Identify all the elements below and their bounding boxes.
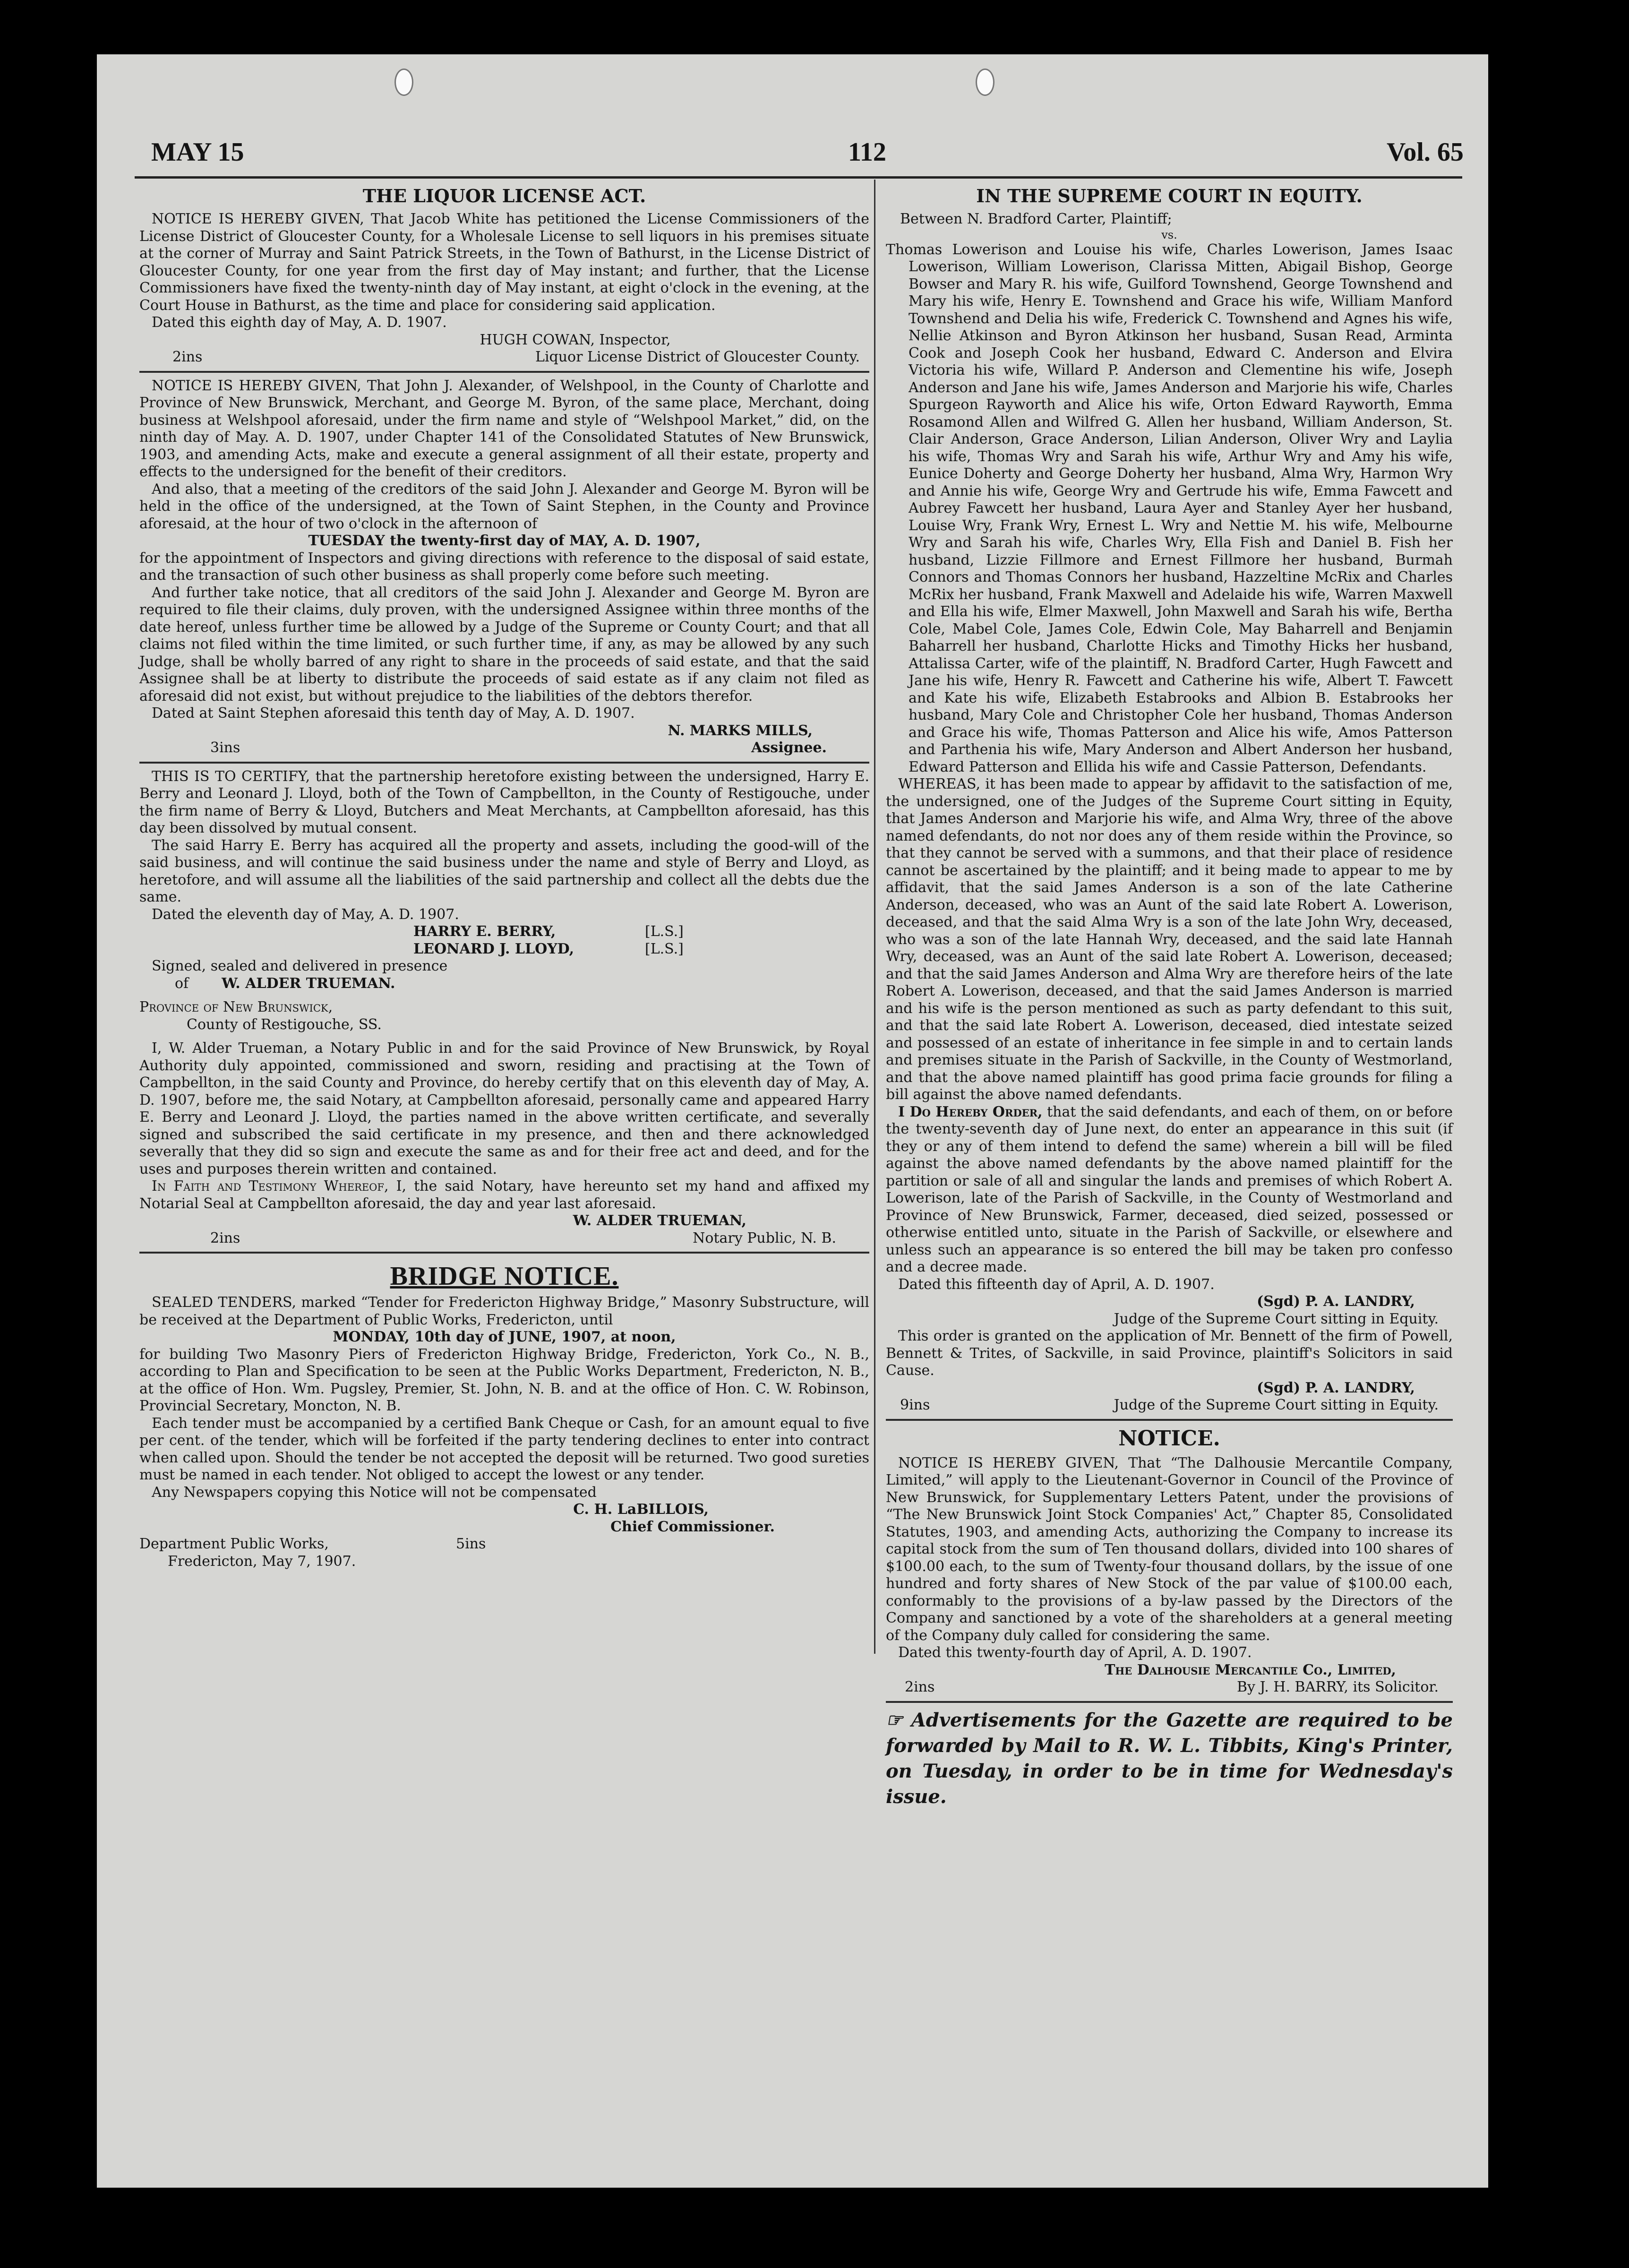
equity-judge-title-2: Judge of the Supreme Court sitting in Equity. [1114,1397,1439,1413]
volume-number: Vol. 65 [1387,137,1464,167]
berry-witness-name: W. ALDER TRUEMAN. [222,975,395,992]
notary-certificate: I, W. Alder Trueman, a Notary Public in and for the said Province of New Brunswick, by Royal Authority duly appointed, commissioned and sworn, residing and practising at the Town of Campbellton, in the said County and Province, do hereby certify that on this eleventh day of May, A. D. 1907, before me, the said Notary, at Campbellton aforesaid, personally came and appeared Harry E. Berry and Leonard J. Lloyd, the parties named in the above written certificate, and severally signed and subscribed the said certificate in my presence, and then and there acknowledged severally that they did so sign and execute the same as and for their free act and deed, and for the uses and purposes therein written and contained. [139,1040,869,1177]
welshpool-para-4: And further take notice, that all creditors of the said John J. Alexander and George M. Byron are required to file their claims, duly proven, with the undersigned Assignee within three months of the date hereof, unless further time be allowed by a Judge of the Supreme or County Court; and that all claims not filed within the time limited, or such further time, if any, as may be allowed by any such Judge, shall be wholly barred of any right to share in the proceeds of said estate, and that the said Assignee shall be at liberty to distribute the proceeds of said estate as if any claim not filed as aforesaid did not exist, but without prejudice to the liabilities of the debtors therefor. [139,584,869,704]
equity-title: IN THE SUPREME COURT IN EQUITY. [976,185,1363,206]
equity-order-text: that the said defendants, and each of them, on or before the twenty-seventh day of June next, do enter an appearance in this suit (if they or any of them intend to defend the same) wherein a bill will be filed against the above named defendants by the above named plaintiff for the partition or sale of all and singular the lands and premises of which Robert A. Lowerison, late of the Parish of Sackville, in the County of Westmorland and Province of New Brunswick, Farmer, deceased, died seized, possessed or otherwise entitled unto, situate in the Parish of Sackville, or elsewhere and unless such an appearance is so entered the bill may be taken pro confesso and a decree made. [886,1103,1453,1275]
dalhousie-signer: The Dalhousie Mercantile Co., Limited, [1105,1661,1396,1678]
bridge-deadline: MONDAY, 10th day of JUNE, 1907, at noon, [333,1329,676,1345]
welshpool-para-1: NOTICE IS HEREBY GIVEN, That John J. Alexander, of Welshpool, in the County of Charlotte and Province of New Brunswick, Merchant, and George M. Byron, of the same place, Merchant, doing business at Welshpool aforesaid, under the firm name and style of “Welshpool Market,” did, on the ninth day of May. A. D. 1907, under Chapter 141 of the Consolidated Statutes of New Brunswick, 1903, and amending Acts, make and execute a general assignment of all their estate, property and effects to the undersigned for the benefit of their creditors. [139,377,869,480]
dalhousie-solicitor: By J. H. BARRY, its Solicitor. [1237,1679,1439,1695]
punch-hole-left [394,69,413,96]
notary-signer: W. ALDER TRUEMAN, [573,1212,746,1229]
equity-signature-2: (Sgd) P. A. LANDRY, [1257,1379,1415,1396]
equity-signature-1: (Sgd) P. A. LANDRY, [1257,1293,1415,1310]
welshpool-signer: N. MARKS MILLS, [668,722,813,739]
liquor-notice-title: THE LIQUOR LICENSE ACT. [362,185,646,206]
column-divider [874,180,875,1654]
dalhousie-title: NOTICE. [1118,1426,1220,1451]
equity-insertions: 9ins [900,1397,930,1413]
berry-signature-2: LEONARD J. LLOYD, [413,940,574,957]
berry-lloyd-notice [139,768,869,1247]
equity-whereas: WHEREAS, it has been made to appear by affidavit to the satisfaction of me, the undersigned, one of the Judges of the Supreme Court sitting in Equity, that James Anderson and Marjorie his wife, and Alma Wry, three of the above named defendants, do not nor does any of them reside within the Province, so that they cannot be served with a summons, and that their place of residence cannot be ascertained by the plaintiff; and it being made to appear to me by affidavit, that the said James Anderson is a son of the late Catherine Anderson, deceased, who was an Aunt of the said late Robert A. Lowerison, deceased, and that the said Alma Wry is a son of the late John Wry, deceased, who was a son of the late Hannah Wry, deceased, and the said late Hannah Wry, deceased, was an Aunt of the said late Robert A. Lowerison, deceased; and that the said James Anderson and Alma Wry are therefore heirs of the late Robert A. Lowerison, deceased, and that the said James Anderson is married and his wife is the person mentioned as such as party defendant to this suit, and that the said late Robert A. Lowerison, deceased, died intestate seized and possessed of an estate of inheritance in fee simple in and to certain lands and premises situate in the Parish of Sackville, in the County of Westmorland, and that the above named plaintiff has good prima facie grounds for filing a bill against the above named defendants. [886,776,1453,1103]
welshpool-meeting-date: TUESDAY the twenty-first day of MAY, A. D. 1907, [308,533,701,549]
welshpool-notice [139,378,869,757]
berry-insertions: 2ins [210,1229,240,1246]
welshpool-signer-title: Assignee. [751,739,827,756]
seal-mark: [L.S.] [645,923,684,940]
bridge-notice [139,1258,869,1570]
right-column [886,184,1453,1810]
bridge-signer-title: Chief Commissioner. [610,1518,775,1535]
separator [886,1701,1453,1703]
welshpool-para-3: for the appointment of Inspectors and giving directions with reference to the disposal of said estate, and the transaction of such other business as shall properly come before such meeting. [139,550,869,584]
berry-signature-1: HARRY E. BERRY, [413,923,556,940]
bridge-para-1: SEALED TENDERS, marked “Tender for Fredericton Highway Bridge,” Masonry Substructure, will be received at the Department of Public Works, Fredericton, until [139,1294,869,1328]
equity-vs: vs. [1161,228,1177,241]
equity-defendants: Thomas Lowerison and Louise his wife, Charles Lowerison, James Isaac Lowerison, William Lowerison, Clarissa Mitten, Abigail Bishop, George Bowser and Mary R. his wife, Guilford Townshend, George Townshend and Mary his wife, Henry E. Townshend and Grace his wife, William Manford Townshend and Delia his wife, Frederick C. Townshend and Agnes his wife, Nellie Atkinson and Byron Atkinson her husband, Susan Read, Arminta Cook and Joseph Cook her husband, Edward C. Anderson and Elvira Victoria his wife, Willard P. Anderson and Clementine his wife, Joseph Anderson and Jane his wife, James Anderson and Marjorie his wife, Charles Spurgeon Rayworth and Alice his wife, Orton Edward Rayworth, Emma Rosamond Allen and Wilfred G. Allen her husband, William Anderson, St. Clair Anderson, Grace Anderson, Lilian Anderson, Oliver Wry and Laylia his wife, Thomas Wry and Sarah his wife, Arthur Wry and Amy his wife, Eunice Doherty and George Doherty her husband, Alma Wry, Harmon Wry and Annie his wife, George Wry and Gertrude his wife, Emma Fawcett and Aubrey Fawcett her husband, Laura Ayer and Stanley Ayer her husband, Louise Wry, Frank Wry, Ernest L. Wry and Nettie M. his wife, Melbourne Wry and Sarah his wife, Charles Wry, Ella Fish and Daniel B. Fish her husband, Lizzie Fillmore and Ernest Fillmore her husband, Burmah Connors and Thomas Connors her husband, Hazzeltine McRix and Charles McRix her husband, Frank Maxwell and Adelaide his wife, Warren Maxwell and Ella his wife, Elmer Maxwell, John Maxwell and Sarah his wife, Bertha Cole, Mabel Cole, James Cole, Edwin Cole, May Baharrell and Benjamin Baharrell her husband, Charlotte Hicks and Timothy Hicks her husband, Attalissa Carter, wife of the plaintiff, N. Bradford Carter, Hugh Fawcett and Jane his wife, Henry R. Fawcett and Catherine his wife, Albert T. Fawcett and Kate his wife, Elizabeth Estabrooks and Albion B. Estabrooks her husband, Mary Cole and Christopher Cole her husband, Thomas Anderson and Grace his wife, Thomas Patterson and Alice his wife, Amos Patterson and Parthenia his wife, Mary Anderson and Albert Anderson her husband, Edward Patterson and Ellida his wife and Cassie Patterson, Defendants. [886,241,1453,775]
separator [139,1252,869,1254]
berry-witness-line: Signed, sealed and delivered in presence [152,958,448,974]
punch-hole-right [976,69,995,96]
faith-testimony-text: I, the said Notary, have hereunto set my hand and affixed my Notarial Seal at Campbellton aforesaid, the day and year last aforesaid. [139,1178,869,1212]
bridge-notice-title: BRIDGE NOTICE. [390,1262,619,1291]
left-column [139,184,869,1570]
dalhousie-notice [886,1426,1453,1696]
faith-testimony-lead: In Faith and Testimony Whereof, [152,1178,389,1194]
equity-granted: This order is granted on the application of Mr. Bennett of the firm of Powell, Bennett & Trites, of Sackville, in said Province, plaintiff's Solicitors in said Cause. [886,1328,1453,1379]
dalhousie-body: NOTICE IS HEREBY GIVEN, That “The Dalhousie Mercantile Company, Limited,” will apply to the Lieutenant-Governor in Council of the Province of New Brunswick, for Supplementary Letters Patent, under the provisions of “The New Brunswick Joint Stock Companies' Act,” Chapter 85, Consolidated Statutes, 1903, and amending Acts, authorizing the Company to increase its capital stock from the sum of Ten thousand dollars, divided into 100 shares of $100.00 each, to the sum of Twenty-four thousand dollars, by the issue of one hundred and forty shares of New Stock of the par value of $100.00 each, conformably to the provisions of a by-law passed by the Directors of the Company and sanctioned by a vote of the shareholders at a general meeting of the Company duly called for considering the same. [886,1454,1453,1644]
liquor-notice-dated: Dated this eighth day of May, A. D. 1907. [152,314,447,331]
header-rule [135,176,1462,179]
seal-mark: [L.S.] [645,940,684,957]
gazette-page [97,54,1488,2188]
bridge-para-2: for building Two Masonry Piers of Fredericton Highway Bridge, Fredericton, York Co., N. B., according to Plan and Specification to be seen at the Public Works Department, Fredericton, N. B., at the office of Hon. Wm. Pugsley, Premier, St. John, N. B. and at the office of Hon. C. W. Robinson, Provincial Secretary, Moncton, N. B. [139,1346,869,1414]
bridge-department: Department Public Works, [139,1536,329,1552]
separator [139,371,869,373]
equity-judge-title-1: Judge of the Supreme Court sitting in Equity. [1114,1310,1439,1327]
welshpool-para-2: And also, that a meeting of the creditors of the said John J. Alexander and George M. Byron will be held in the office of the undersigned, at the Town of Saint Stephen, in the County and Province aforesaid, at the hour of two o'clock in the afternoon of [139,481,869,532]
welshpool-insertions: 3ins [210,739,240,756]
bridge-para-3: Each tender must be accompanied by a certified Bank Cheque or Cash, for an amount equal to five per cent. of the tender, which will be forfeited if the party tendering declines to enter into contract when called upon. Should the tender be not accepted the deposit will be returned. Two good sureties must be named in each tender. Not obliged to accept the lowest or any tender. [139,1415,869,1483]
berry-dated: Dated the eleventh day of May, A. D. 1907. [152,906,459,923]
dalhousie-insertions: 2ins [905,1679,935,1695]
berry-para-1: THIS IS TO CERTIFY, that the partnership heretofore existing between the undersigned, Harry E. Berry and Leonard J. Lloyd, both of the Town of Campbellton, in the County of Restigouche, under the firm name of Berry & Lloyd, Butchers and Meat Merchants, at Campbellton aforesaid, has this day been dissolved by mutual consent. [139,768,869,836]
separator [139,762,869,764]
liquor-signer: HUGH COWAN, Inspector, [480,331,671,348]
bridge-insertions: 5ins [456,1536,486,1552]
header-date: MAY 15 [151,137,244,167]
province-line: Province of New Brunswick, [139,999,333,1015]
advertisement-instructions: ☞ Advertisements for the Gazette are required to be forwarded by Mail to R. W. L. Tibbits, King's Printer, on Tuesday, in order to be in time for Wednesday's issue. [886,1709,1453,1808]
supreme-court-equity-notice [886,184,1453,1414]
berry-witness-of: of [175,975,189,992]
dalhousie-dated: Dated this twenty-fourth day of April, A. D. 1907. [898,1644,1252,1661]
equity-order-lead: I Do Hereby Order, [898,1103,1043,1120]
berry-para-2: The said Harry E. Berry has acquired all the property and assets, including the good-will of the said business, and will continue the said business under the name and style of Berry and Lloyd, as heretofore, and will assume all the liabilities of the said partnership and collect all the debts due the same. [139,837,869,905]
notary-title: Notary Public, N. B. [693,1229,836,1246]
liquor-signer-title: Liquor License District of Gloucester County. [535,349,860,365]
county-line: County of Restigouche, SS. [187,1016,382,1033]
liquor-notice-body: NOTICE IS HEREBY GIVEN, That Jacob White has petitioned the License Commissioners of the License District of Gloucester County, for a Wholesale License to sell liquors in his premises situate at the corner of Murray and Saint Patrick Streets, in the Town of Bathurst, in the License District of Gloucester County, for one year from the first day of May instant; and further, that the License Commissioners have fixed the twenty-ninth day of May instant, at eight o'clock in the evening, at the Court House in Bathurst, as the time and place for considering said application. [139,211,869,314]
equity-dated: Dated this fifteenth day of April, A. D. 1907. [898,1276,1215,1293]
bridge-para-4: Any Newspapers copying this Notice will not be compensated [152,1484,597,1501]
liquor-insertions: 2ins [172,349,203,365]
bridge-signer: C. H. LaBILLOIS, [573,1501,709,1518]
page-number: 112 [848,137,886,167]
welshpool-dated: Dated at Saint Stephen aforesaid this tenth day of May, A. D. 1907. [152,705,635,722]
liquor-license-notice [139,184,869,366]
equity-between: Between N. Bradford Carter, Plaintiff; [900,211,1172,227]
bridge-place-date: Fredericton, May 7, 1907. [168,1553,356,1570]
separator [886,1419,1453,1421]
